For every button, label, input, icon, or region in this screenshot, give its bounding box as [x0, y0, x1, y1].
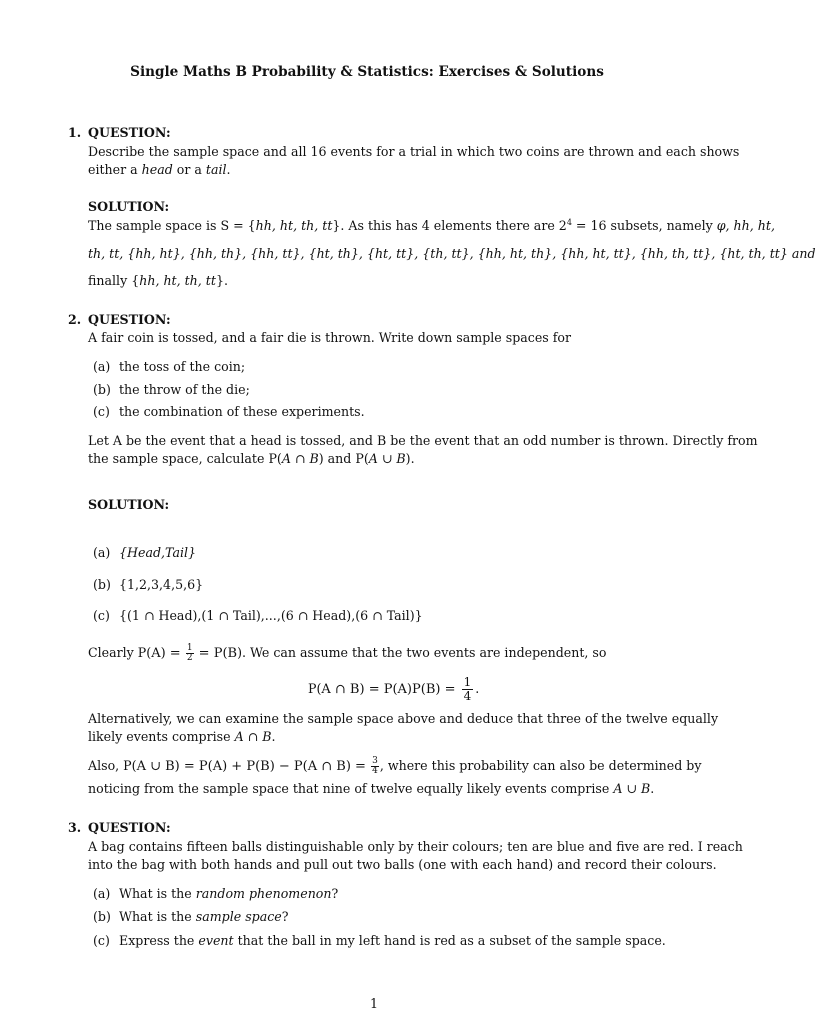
- q2-number: 2.: [68, 312, 82, 327]
- page-title: Single Maths B Probability & Statistics: Exercises & Solutions: [130, 64, 604, 80]
- q2-question-heading: QUESTION:: [88, 312, 171, 327]
- q2-part-b: (b) the throw of the die;: [93, 382, 250, 397]
- q2-also-line: Also, P(A ∪ B) = P(A) + P(B) − P(A ∩ B) = $\frac{3}{4}$ , where this probability can also be determined by: [88, 756, 702, 776]
- fraction-one-quarter: $\frac{1}{4}$: [463, 675, 472, 703]
- q2-event-line1: Let A be the event that a head is tossed, and B be the event that an odd number is thrown. Directly from: [88, 433, 758, 448]
- page-number: 1: [369, 996, 378, 1011]
- q2-part-a: (a) the toss of the coin;: [93, 359, 246, 374]
- q3-part-a: (a) What is the random phenomenon?: [93, 886, 339, 901]
- q1-question-line2: either a head or a tail.: [88, 162, 231, 177]
- q2-question-line1: A fair coin is tossed, and a fair die is thrown. Write down sample spaces for: [88, 330, 572, 345]
- q3-part-c: (c) Express the event that the ball in my left hand is red as a subset of the sample space.: [93, 933, 666, 948]
- q1-solution-line2: th, tt, {hh, ht}, {hh, th}, {hh, tt}, {ht, th}, {ht, tt}, {th, tt}, {hh, ht, th}, {hh, ht, tt}, {hh, th, tt}, {ht, th, tt} and: [88, 246, 816, 261]
- q2-event-line2: the sample space, calculate P(A ∩ B) and P(A ∪ B).: [88, 451, 415, 466]
- q2-solution-heading: SOLUTION:: [88, 497, 170, 512]
- q2-clearly-line: Clearly P(A) = $\frac{1}{2}$ = P(B). We can assume that the two events are independent, so: [88, 643, 607, 663]
- q3-line1: A bag contains fifteen balls distinguishable only by their colours; ten are blue and five are red. I reach: [88, 839, 743, 854]
- q3-number: 3.: [68, 820, 82, 835]
- q1-number: 1.: [68, 125, 82, 140]
- fraction-three-quarters: $\frac{3}{4}$: [372, 756, 378, 776]
- q2-solution-a: (a) {Head,Tail}: [93, 545, 197, 560]
- q1-question-line1: Describe the sample space and all 16 events for a trial in which two coins are thrown and each shows: [88, 144, 740, 159]
- q3-line2: into the bag with both hands and pull out two balls (one with each hand) and record their colours.: [88, 857, 717, 872]
- q1-question-heading: QUESTION:: [88, 125, 171, 140]
- q1-solution-line1: The sample space is S = {hh, ht, th, tt}. As this has 4 elements there are $2^4 = 16$ subsets, namely φ, hh, ht,: [88, 217, 775, 233]
- q1-solution-line3: finally {hh, ht, th, tt}.: [88, 273, 228, 288]
- q2-solution-c: (c) {(1 ∩ Head),(1 ∩ Tail),...,(6 ∩ Head),(6 ∩ Tail)}: [93, 608, 423, 623]
- fraction-one-half: $\frac{1}{2}$: [186, 643, 193, 663]
- q2-solution-b: (b) {1,2,3,4,5,6}: [93, 577, 204, 592]
- q2-display-equation: P(A ∩ B) = P(A)P(B) = $\frac{1}{4}$ .: [308, 675, 480, 703]
- q1-solution-heading: SOLUTION:: [88, 199, 170, 214]
- q2-notice-line: noticing from the sample space that nine of twelve equally likely events comprise A ∪ B.: [88, 781, 655, 796]
- q2-alt-line1: Alternatively, we can examine the sample space above and deduce that three of the twelve equally: [88, 711, 719, 726]
- q2-part-c: (c) the combination of these experiments.: [93, 404, 365, 419]
- q3-part-b: (b) What is the sample space?: [93, 909, 289, 924]
- q3-question-heading: QUESTION:: [88, 820, 171, 835]
- q2-alt-line2: likely events comprise A ∩ B.: [88, 729, 276, 744]
